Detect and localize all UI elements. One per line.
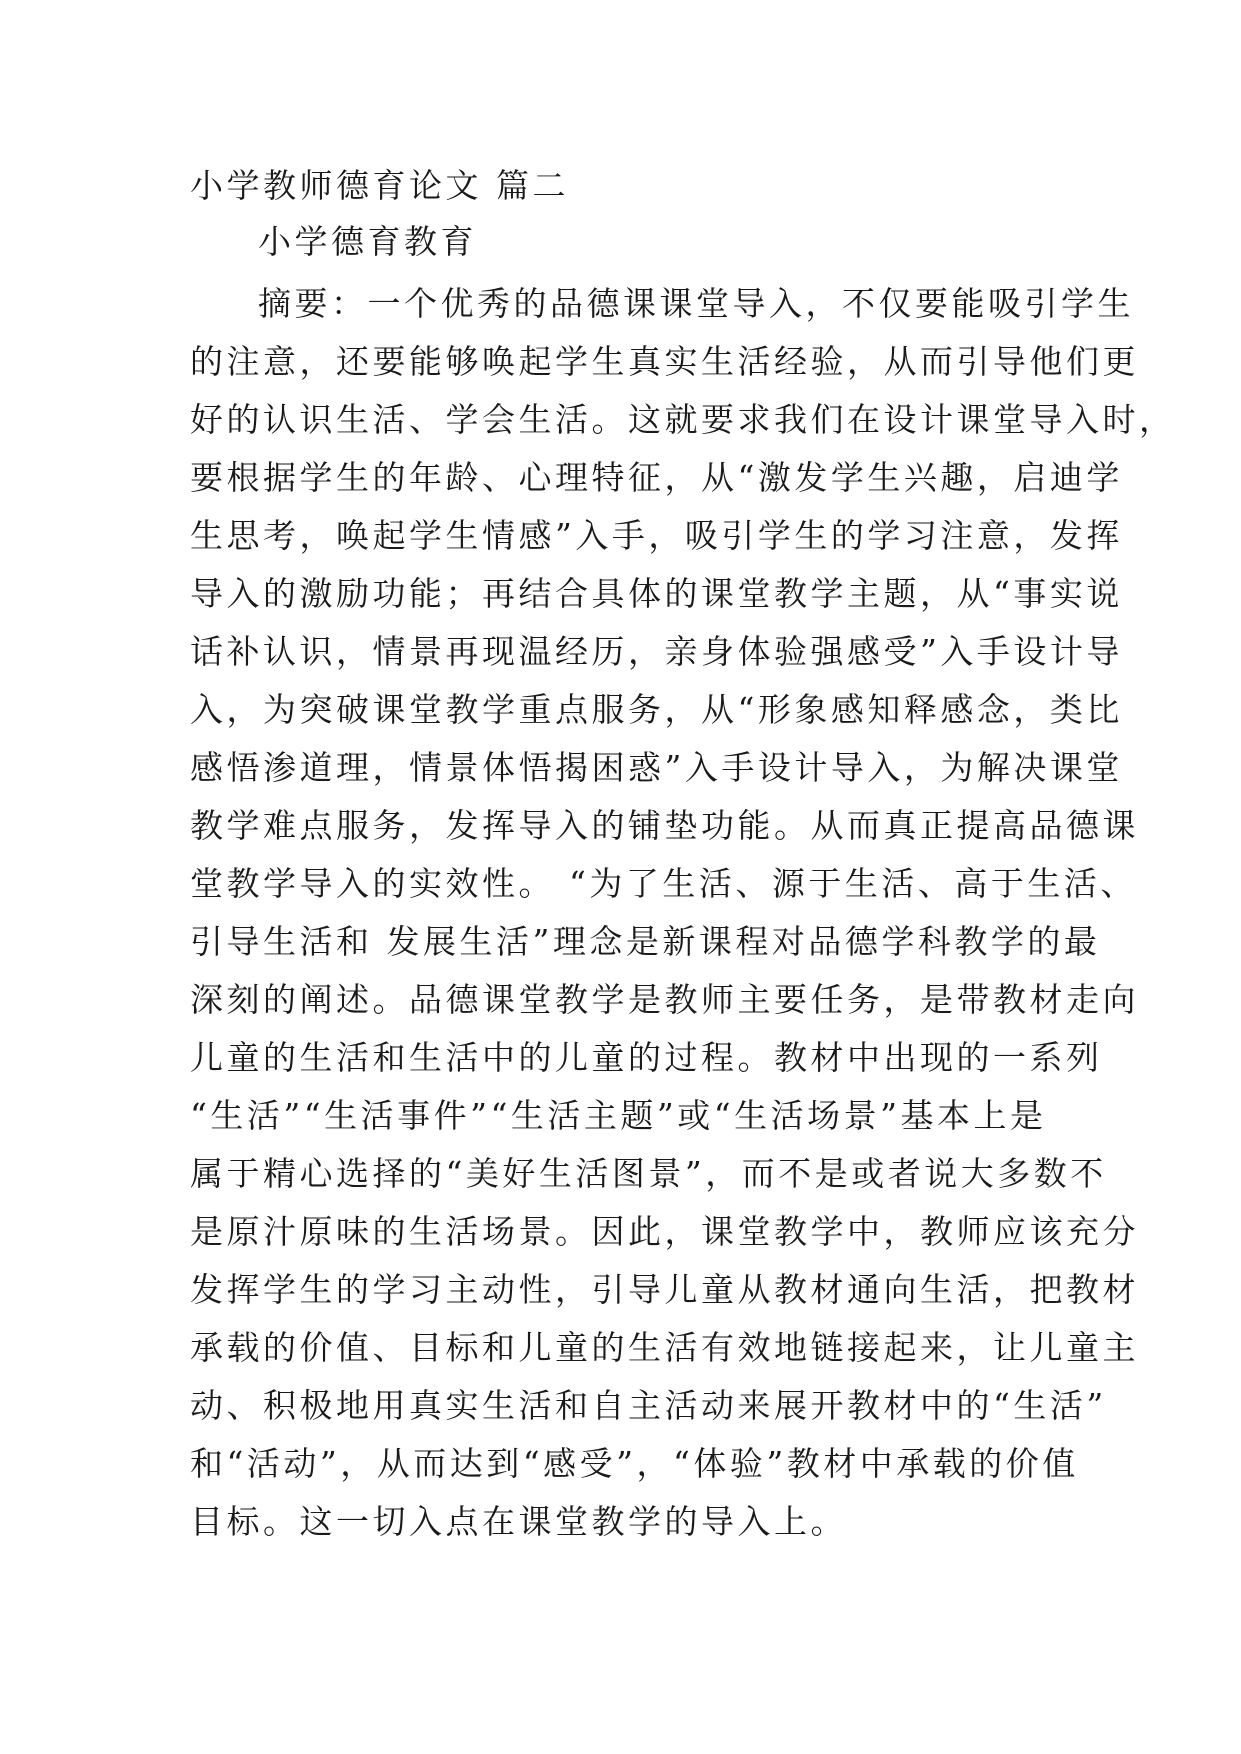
body-line: 入，为突破课堂教学重点服务，从“形象感知释感念，类比 <box>190 690 1123 729</box>
body-line: 教学难点服务，发挥导入的铺垫功能。从而真正提高品德课 <box>190 806 1139 845</box>
body-line: 是原汁原味的生活场景。因此，课堂教学中，教师应该充分 <box>190 1212 1139 1251</box>
body-line: 属于精心选择的“美好生活图景”，而不是或者说大多数不 <box>190 1154 1107 1193</box>
body-line: 发挥学生的学习主动性，引导儿童从教材通向生活，把教材 <box>190 1270 1139 1309</box>
body-line: 生思考，唤起学生情感”入手，吸引学生的学习注意，发挥 <box>190 516 1123 555</box>
body-line: 引导生活和 发展生活”理念是新课程对品德学科教学的最 <box>190 922 1101 961</box>
body-line: 和“活动”，从而达到“感受”，“体验”教材中承载的价值 <box>190 1444 1079 1483</box>
body-line: 感悟渗道理，情景体悟揭困惑”入手设计导入，为解决课堂 <box>190 748 1123 787</box>
body-line: 导入的激励功能；再结合具体的课堂教学主题，从“事实说 <box>190 574 1123 613</box>
body-line: 深刻的阐述。品德课堂教学是教师主要任务，是带教材走向 <box>190 980 1139 1019</box>
abstract-line: 摘要：一个优秀的品德课课堂导入，不仅要能吸引学生 <box>258 284 1134 323</box>
body-line: 堂教学导入的实效性。 “为了生活、源于生活、高于生活、 <box>190 864 1137 903</box>
body-line: 要根据学生的年龄、心理特征，从“激发学生兴趣，启迪学 <box>190 458 1123 497</box>
body-line: 儿童的生活和生活中的儿童的过程。教材中出现的一系列 <box>190 1038 1103 1077</box>
document-heading: 小学教师德育论文 篇二 <box>190 166 569 205</box>
document-subheading: 小学德育教育 <box>258 222 477 261</box>
body-line: 的注意，还要能够唤起学生真实生活经验，从而引导他们更 <box>190 342 1139 381</box>
body-line: 话补认识，情景再现温经历，亲身体验强感受”入手设计导 <box>190 632 1123 671</box>
body-line: 好的认识生活、学会生活。这就要求我们在设计课堂导入时， <box>190 400 1176 439</box>
body-line: 承载的价值、目标和儿童的生活有效地链接起来，让儿童主 <box>190 1328 1139 1367</box>
body-line: 目标。这一切入点在课堂教学的导入上。 <box>190 1502 847 1541</box>
body-line: 动、积极地用真实生活和自主活动来展开教材中的“生活” <box>190 1386 1107 1425</box>
body-line: “生活”“生活事件”“生活主题”或“生活场景”基本上是 <box>190 1096 1047 1135</box>
